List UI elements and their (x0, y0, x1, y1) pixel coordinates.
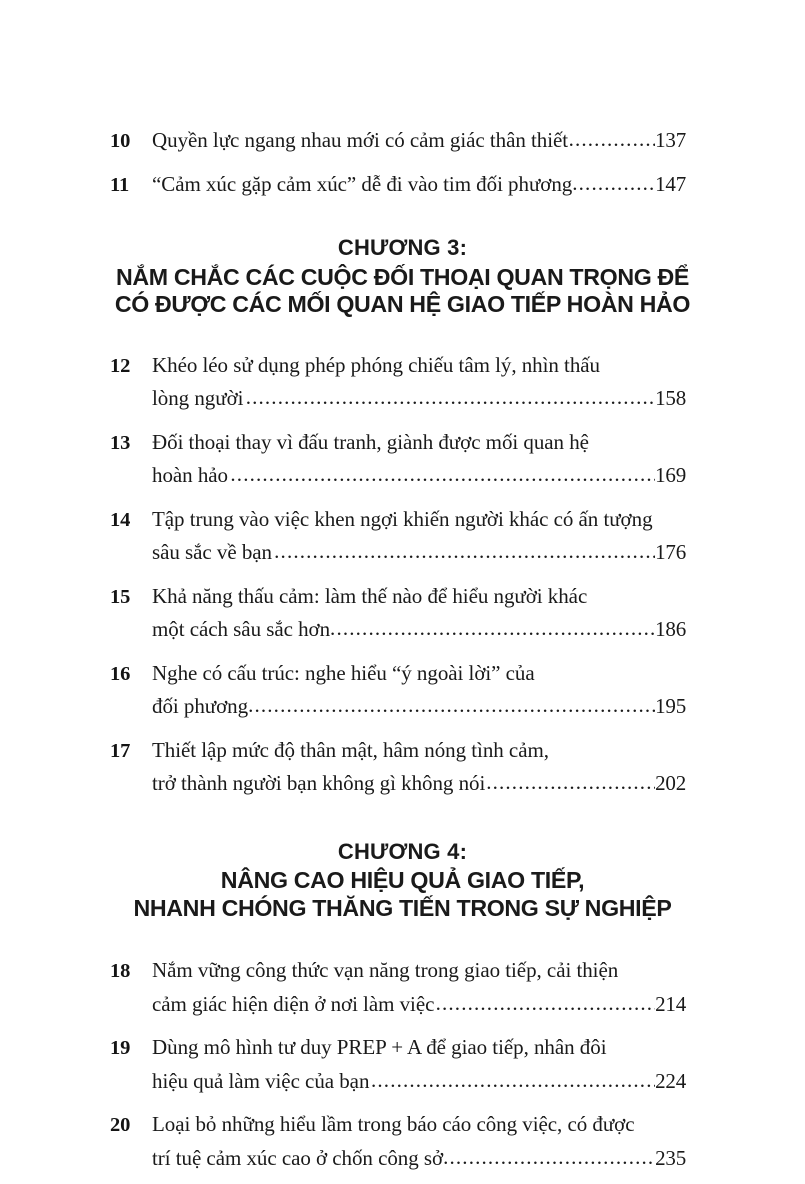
page-number: 224 (655, 1068, 686, 1093)
chapter-heading-3 (53, 234, 753, 319)
toc-group-chapter-4 (0, 954, 805, 1175)
entry-title: Quyền lực ngang nhau mới có cảm giác thân thiết (152, 128, 569, 152)
table-of-contents (0, 124, 805, 1175)
page-number: 169 (655, 463, 686, 487)
entry-title-line-2: trở thành người bạn không gì không nói (152, 771, 486, 795)
entry-title-line-2: trí tuệ cảm xúc cao ở chốn công sở (152, 1145, 444, 1170)
entry-title-line-2: hoàn hảo (152, 463, 228, 487)
entry-number: 14 (110, 508, 131, 531)
toc-entry[interactable] (110, 503, 686, 570)
entry-title-line-2: một cách sâu sắc hơn (152, 617, 331, 641)
chapter-title-line-1: NẮM CHẮC CÁC CUỘC ĐỐI THOẠI QUAN TRỌNG ĐỂ (115, 263, 690, 290)
page-number: 202 (655, 771, 686, 795)
entry-title-line-2: đối phương (152, 694, 249, 718)
entry-number: 19 (110, 1037, 131, 1059)
toc-entry[interactable] (110, 1031, 686, 1098)
page-number: 137 (655, 128, 686, 152)
page-number: 235 (655, 1145, 686, 1170)
dot-leader (569, 123, 656, 157)
entry-title-line-1: Nghe có cấu trúc: nghe hiểu “ý ngoài lời” của (152, 660, 535, 685)
page-number: 186 (655, 617, 686, 641)
entry-number: 20 (110, 1114, 131, 1136)
page-number: 214 (655, 991, 686, 1016)
entry-number: 16 (110, 662, 131, 685)
dot-leader (248, 689, 655, 723)
entry-number: 15 (110, 585, 131, 608)
entry-title-line-2: sâu sắc về bạn (152, 540, 272, 564)
page-number: 176 (655, 540, 686, 564)
toc-entry[interactable] (110, 657, 686, 724)
chapter-title-line-2: CÓ ĐƯỢC CÁC MỐI QUAN HỆ GIAO TIẾP HOÀN HẢO (114, 291, 691, 317)
toc-entry[interactable] (110, 124, 686, 159)
dot-leader (436, 987, 655, 1021)
entry-number: 10 (110, 130, 131, 152)
entry-title-line-1: Nắm vững công thức vạn năng trong giao tiếp, cải thiện (152, 958, 619, 982)
chapter-label: CHƯƠNG 4: (337, 838, 468, 864)
entry-title-line-1: Tập trung vào việc khen ngợi khiến người khác có ấn tượng (152, 506, 653, 531)
toc-group-carryover (0, 124, 805, 202)
toc-entry[interactable] (110, 168, 686, 203)
entry-number: 13 (110, 431, 131, 454)
entry-number: 17 (110, 739, 131, 762)
toc-group-chapter-3 (0, 349, 805, 801)
page-number: 195 (655, 694, 686, 718)
chapter-heading-4 (53, 838, 753, 923)
dot-leader (371, 1064, 655, 1098)
toc-entry[interactable] (110, 1108, 686, 1175)
toc-entry[interactable] (110, 426, 686, 493)
page-number: 158 (655, 386, 686, 410)
chapter-label: CHƯƠNG 3: (337, 235, 468, 260)
entry-title-line-1: Loại bỏ những hiểu lầm trong báo cáo công việc, có được (152, 1112, 635, 1136)
entry-title-line-2: lòng người (152, 386, 244, 410)
toc-entry[interactable] (110, 954, 686, 1021)
dot-leader (230, 458, 655, 492)
dot-leader (246, 381, 655, 415)
dot-leader (443, 1141, 655, 1175)
entry-title-line-1: Thiết lập mức độ thân mật, hâm nóng tình cảm, (152, 737, 549, 762)
page-number: 147 (655, 171, 686, 196)
toc-entry[interactable] (110, 349, 686, 416)
entry-number: 12 (110, 354, 131, 377)
dot-leader (330, 612, 655, 646)
entry-title-line-1: Khả năng thấu cảm: làm thế nào để hiểu người khác (152, 583, 588, 608)
dot-leader (572, 167, 655, 201)
toc-entry[interactable] (110, 734, 686, 801)
entry-title-line-2: hiệu quả làm việc của bạn (152, 1068, 370, 1093)
entry-title-line-1: Đối thoại thay vì đấu tranh, giành được mối quan hệ (152, 429, 589, 454)
chapter-title-line-1: NÂNG CAO HIỆU QUẢ GIAO TIẾP, (220, 867, 585, 893)
entry-title-line-1: Khéo léo sử dụng phép phóng chiếu tâm lý, nhìn thấu (152, 352, 601, 377)
entry-title-line-1: Dùng mô hình tư duy PREP + A để giao tiếp, nhân đôi (152, 1035, 607, 1059)
toc-entry[interactable] (110, 580, 686, 647)
dot-leader (486, 766, 655, 800)
chapter-title-line-2: NHANH CHÓNG THĂNG TIẾN TRONG SỰ NGHIỆP (133, 894, 672, 921)
entry-number: 11 (110, 173, 130, 196)
entry-title-line-2: cảm giác hiện diện ở nơi làm việc (152, 991, 435, 1016)
entry-number: 18 (110, 960, 131, 982)
entry-title: “Cảm xúc gặp cảm xúc” dễ đi vào tim đối phương (152, 171, 573, 196)
dot-leader (274, 535, 655, 569)
